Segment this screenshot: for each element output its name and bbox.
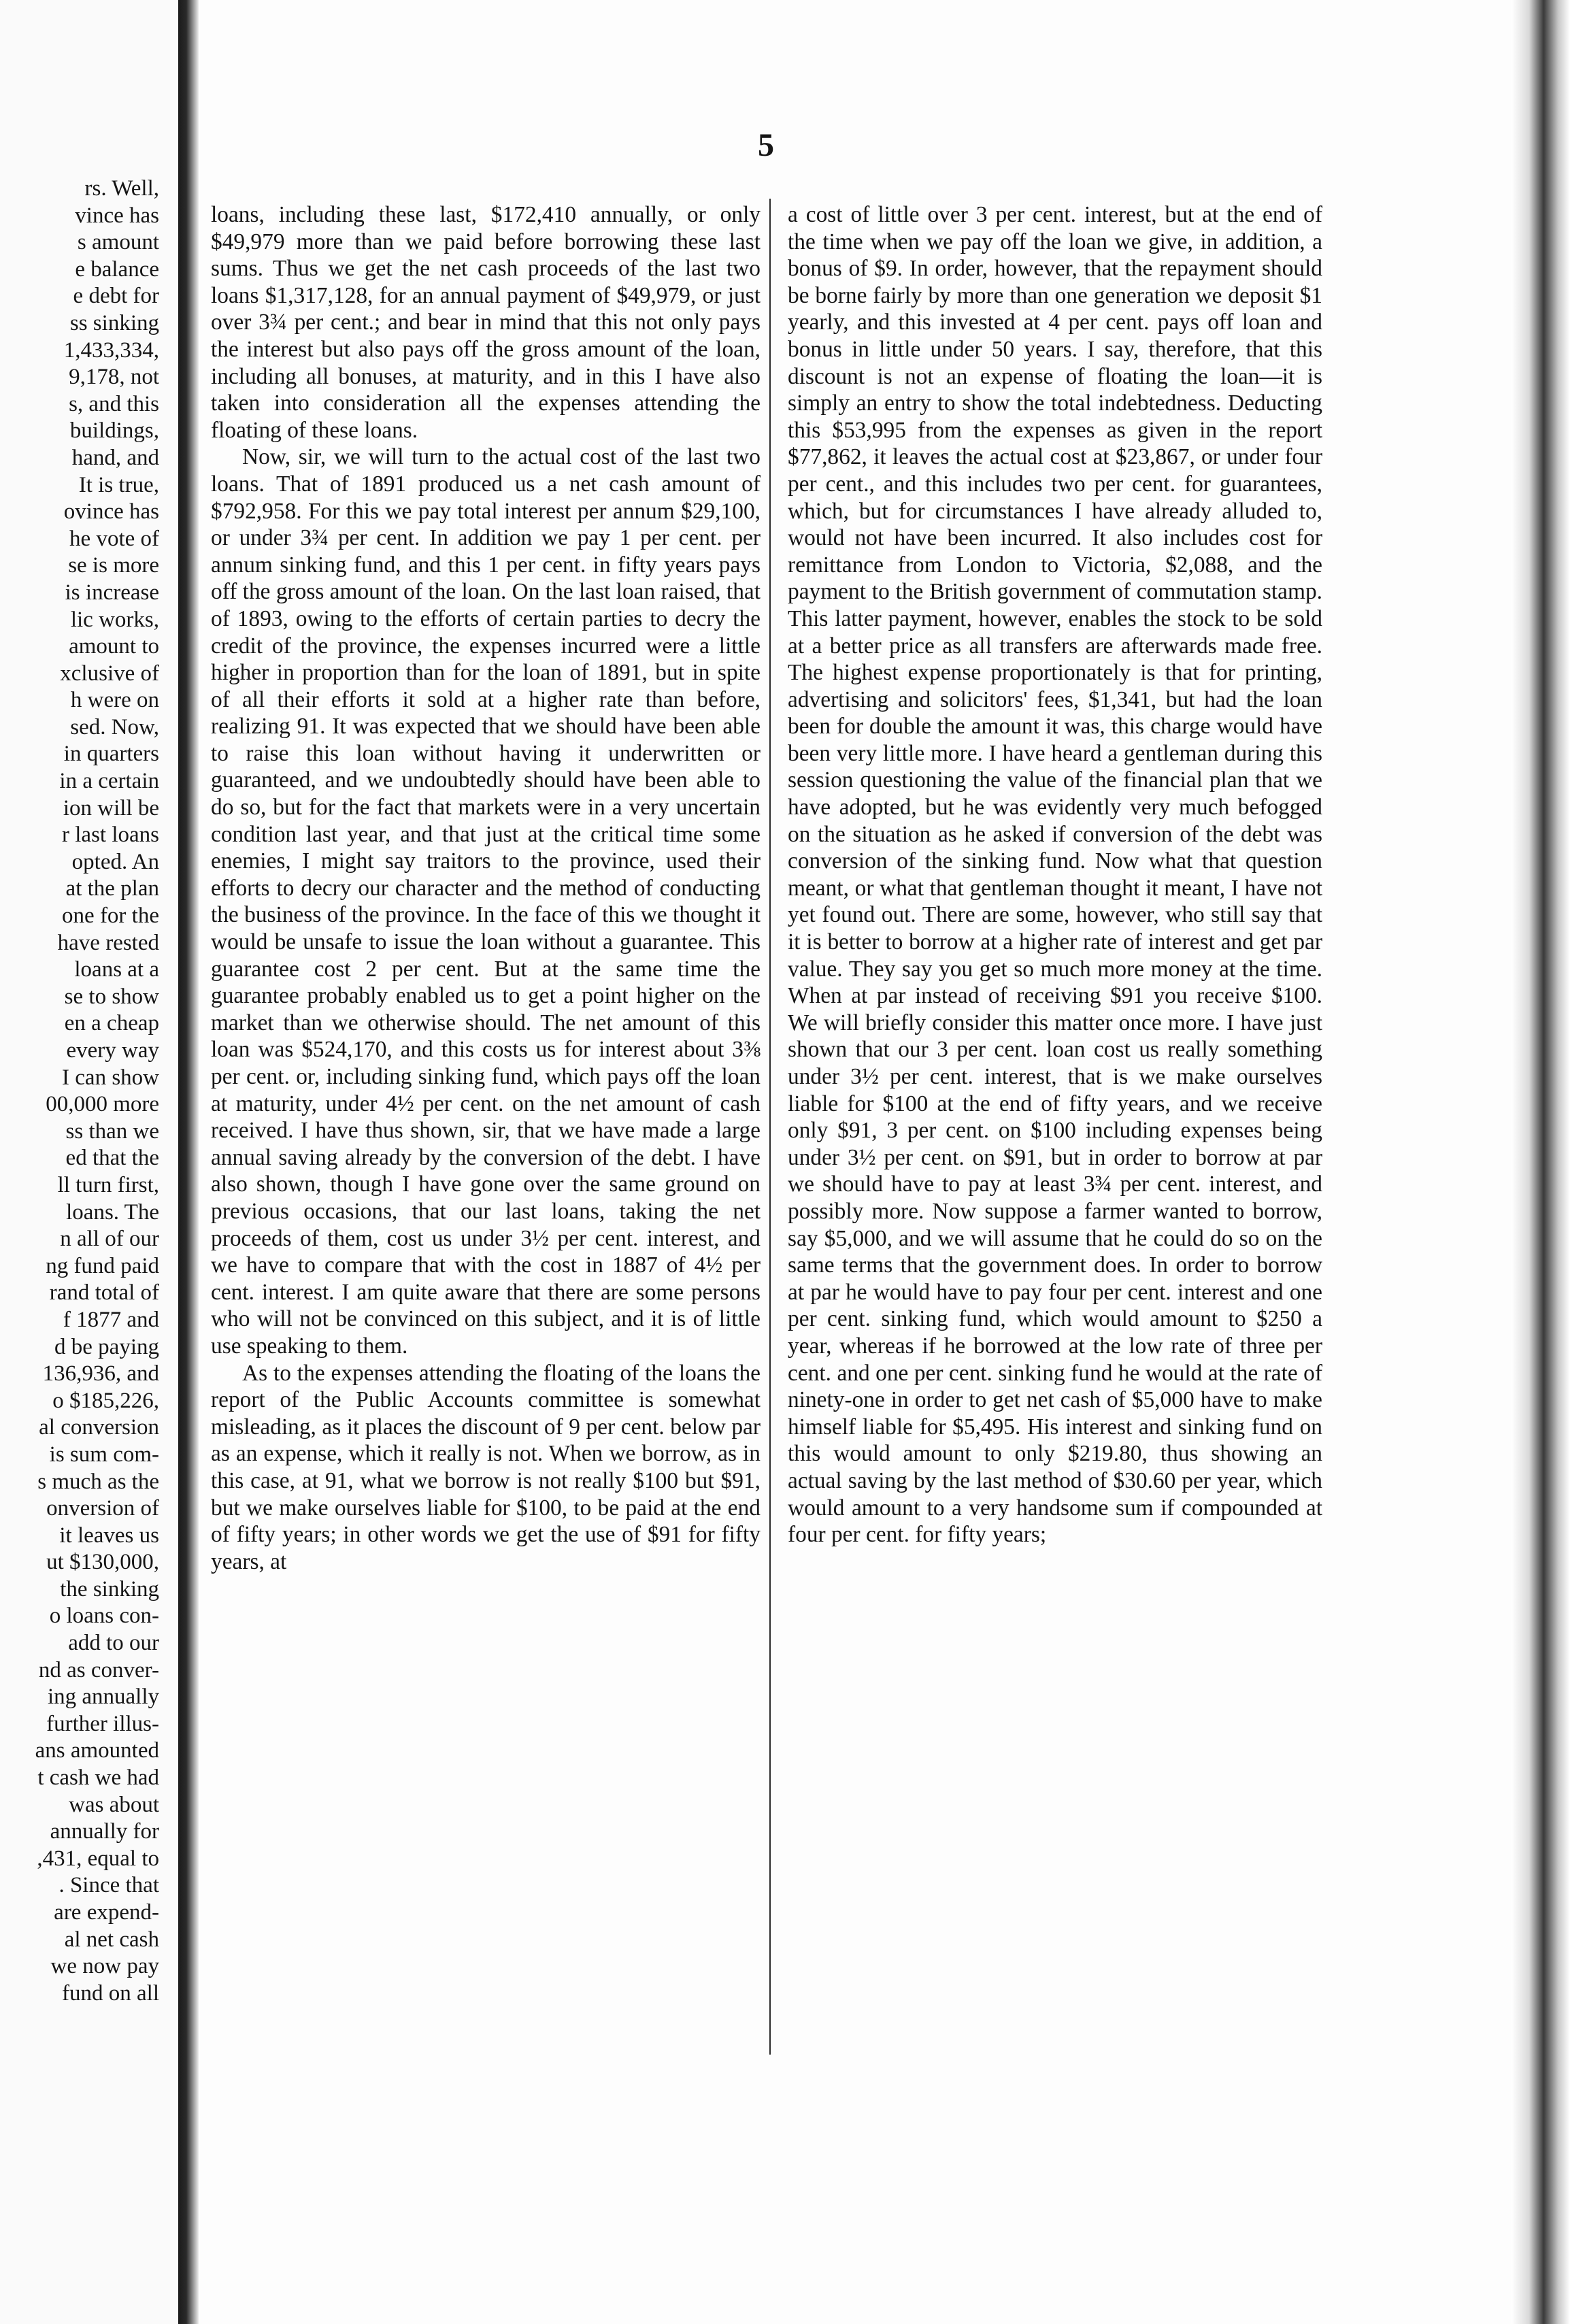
fragment-line: 9,178, not bbox=[69, 365, 159, 390]
book-gutter bbox=[178, 0, 199, 2324]
fragment-line: the sinking bbox=[60, 1576, 159, 1601]
fragment-line: se to show bbox=[64, 984, 159, 1009]
text-column-left bbox=[211, 201, 761, 1575]
fragment-line: rand total of bbox=[49, 1280, 159, 1306]
fragment-line: o loans con- bbox=[49, 1604, 159, 1629]
fragment-line: add to our bbox=[68, 1631, 159, 1656]
fragment-line: vince has bbox=[75, 203, 159, 228]
fragment-line: in quarters bbox=[63, 742, 159, 767]
fragment-line: al net cash bbox=[64, 1927, 159, 1952]
fragment-line: buildings, bbox=[69, 418, 159, 444]
fragment-line: ovince has bbox=[63, 499, 159, 525]
fragment-line: s amount bbox=[77, 230, 159, 255]
fragment-line: are expend- bbox=[54, 1900, 159, 1925]
fragment-line: we now pay bbox=[50, 1954, 159, 1979]
fragment-line: se is more bbox=[68, 553, 159, 578]
fragment-line: al conversion bbox=[39, 1415, 159, 1440]
fragment-line: annually for bbox=[50, 1819, 159, 1844]
paragraph: a cost of little over 3 per cent. interest, but at the end of the time when we pay off the loan we give, in addition, a bonus of $9. In order, however, that the repayment should be borne fairly by more than one generation we deposit $1 yearly, and this invested at 4 per cent. pays off loan and bonus in little under 50 years. I say, therefore, that this discount is not an expense of floating the loan—it is simply an entry to show the total indebtedness. Deducting this $53,995 from the expenses as given in the report $77,862, it leaves the actual cost at $23,867, or under four per cent., and this includes two per cent. for guarantees, which, but for circumstances I have already alluded to, would not have been incurred. It also includes cost for remittance from London to Victoria, $2,088, and the payment to the British government of commutation stamp. This latter payment, however, enables the stock to be sold at a better price as all transfers are afterwards made free. The highest expense proportionately is that for printing, advertising and solicitors' fees, $1,341, but had the loan been for double the amount it was, this charge would have been very little more. I have heard a gentleman during this session questioning the value of the financial plan that we have adopted, but he was evidently very much befogged on the situation as he asked if conversion of the debt was conversion of the sinking fund. Now what that question meant, or what that gentleman thought it meant, I have not yet found out. There are some, however, who still say that it is better to borrow at a higher rate of interest and get par value. They say you get so much more money at the time. When at par instead of receiving $91 you receive $100. We will briefly consider this matter once more. I have just shown that our 3 per cent. loan cost us really something under 3½ per cent. interest, that is we make ourselves liable for $100 at the end of fifty years, and we receive only $91, 3 per cent. on $100 including expenses being under 3½ per cent. on $91, but in order to borrow at par we should have to pay at least 3¾ per cent. interest, and possibly more. Now suppose a farmer wanted to borrow, say $5,000, and we will assume that he could do so on the same terms that the government does. In order to borrow at par he would have to pay four per cent. interest and one per cent. sinking fund, which would amount to $250 a year, whereas if he borrowed at the low rate of three per cent. and one per cent. sinking fund he would at the rate of ninety-one in order to get net cash of $5,000 have to make himself liable for $5,495. His interest and sinking fund on this would amount to only $219.80, thus showing an actual saving by the last method of $30.60 per year, which would amount to a very handsome sum if compounded at four per cent. for fifty years; bbox=[788, 202, 1322, 1548]
fragment-line: ans amounted bbox=[35, 1738, 159, 1763]
fragment-line: ll turn first, bbox=[57, 1172, 159, 1197]
fragment-line: d be paying bbox=[54, 1334, 159, 1359]
fragment-line: ng fund paid bbox=[46, 1253, 159, 1278]
fragment-line: at the plan bbox=[65, 876, 159, 901]
fragment-line: is sum com- bbox=[49, 1442, 159, 1467]
fragment-line: n all of our bbox=[60, 1227, 159, 1252]
fragment-line: rs. Well, bbox=[84, 176, 159, 201]
fragment-line: 00,000 more bbox=[46, 1092, 159, 1117]
fragment-line: was about bbox=[69, 1792, 159, 1817]
fragment-line: ut $130,000, bbox=[46, 1550, 159, 1575]
paragraph: Now, sir, we will turn to the actual cost of the last two loans. That of 1891 produced us a net cash amount of $792,958. For this we pay total interest per annum $29,100, or under 3¾ per cent. In addition we pay 1 per cent. per annum sinking fund, and this 1 per cent. in fifty years pays off the gross amount of the loan. On the last loan raised, that of 1893, owing to the efforts of certain parties to decry the credit of the province, the expenses incurred were a little higher in proportion than for the loan of 1891, but in spite of all their efforts it sold at a higher rate than before, realizing 91. It was expected that we should have been able to raise this loan without having it underwritten or guaranteed, and we undoubtedly should have been able to do so, but for the fact that markets were in a very uncertain condition last year, and that just at the critical time some enemies, I might say traitors to the province, used their efforts to decry our character and the method of conducting the business of the province. In the face of this we thought it would be unsafe to issue the loan without a guarantee. This guarantee cost 2 per cent. But at the same time the guarantee probably enabled us to get a point higher on the market than we otherwise should. The net amount of this loan was $524,170, and this costs us for interest about 3⅜ per cent. or, including sinking fund, which pays off the loan at maturity, under 4½ per cent. on the net amount of cash received. I have thus shown, sir, that we have made a large annual saving already by the conversion of the debt. I have also shown, though I have gone over the same ground on previous occasions, that our last loans, taking the net proceeds of them, cost us under 3½ per cent. interest, and we have to compare that with the cost in 1887 of 4½ per cent. interest. I am quite aware that there are some persons who will not be convinced on this subject, and it is of little use speaking to them. bbox=[211, 444, 761, 1359]
fragment-line: it leaves us bbox=[59, 1523, 159, 1548]
fragment-line: one for the bbox=[62, 903, 159, 929]
fragment-line: It is true, bbox=[78, 472, 159, 497]
fragment-line: e balance bbox=[75, 256, 159, 282]
fragment-line: have rested bbox=[57, 930, 159, 955]
text-column-right bbox=[788, 201, 1322, 1548]
fragment-line: nd as conver- bbox=[38, 1657, 159, 1682]
fragment-line: s, and this bbox=[69, 391, 159, 416]
fragment-line: f 1877 and bbox=[63, 1307, 159, 1332]
fragment-line: ed that the bbox=[65, 1146, 159, 1171]
previous-page-fragment bbox=[0, 0, 178, 2324]
previous-page-column bbox=[0, 176, 159, 2007]
fragment-line: o $185,226, bbox=[52, 1388, 159, 1413]
fragment-line: lic works, bbox=[70, 607, 159, 632]
paragraph: As to the expenses attending the floating of the loans the report of the Public Accounts committee is somewhat misleading, as it places the discount of 9 per cent. below par as an expense, which it really is not. When we borrow, as in this case, at 91, what we borrow is not really $100 but $91, but we make ourselves liable for $100, to be paid at the end of fifty years; in other words we get the use of $91 for fifty years, at bbox=[211, 1360, 761, 1574]
fragment-line: ing annually bbox=[47, 1684, 159, 1710]
fragment-line: sed. Now, bbox=[70, 714, 159, 740]
fragment-line: fund on all bbox=[62, 1980, 159, 2006]
fragment-line: en a cheap bbox=[64, 1011, 159, 1036]
fragment-line: s much as the bbox=[37, 1469, 159, 1494]
page-edge bbox=[1511, 0, 1570, 2324]
fragment-line: he vote of bbox=[69, 526, 159, 551]
fragment-line: e debt for bbox=[73, 284, 159, 309]
paragraph: loans, including these last, $172,410 annually, or only $49,979 more than we paid before borrowing these last sums. Thus we get the net cash proceeds of the last two loans $1,317,128, for an annual payment of $49,979, or just over 3¾ per cent.; and bear in mind that this not only pays the interest but also pays off the gross amount of the loan, including all bonuses, at maturity, and in this I have also taken into consideration all the expenses attending the floating of these loans. bbox=[211, 202, 761, 443]
fragment-line: ss than we bbox=[65, 1118, 159, 1144]
fragment-line: r last loans bbox=[62, 823, 159, 848]
fragment-line: h were on bbox=[70, 688, 159, 713]
page-number: 5 bbox=[758, 127, 774, 163]
fragment-line: in a certain bbox=[59, 769, 159, 794]
column-divider bbox=[769, 199, 771, 2055]
fragment-line: amount to bbox=[69, 634, 159, 659]
fragment-line: every way bbox=[66, 1038, 159, 1063]
fragment-line: is increase bbox=[65, 580, 159, 605]
fragment-line: 1,433,334, bbox=[63, 337, 159, 363]
fragment-line: onversion of bbox=[46, 1496, 159, 1521]
fragment-line: xclusive of bbox=[60, 661, 159, 686]
fragment-line: ion will be bbox=[63, 795, 159, 820]
fragment-line: t cash we had bbox=[37, 1765, 159, 1791]
fragment-line: further illus- bbox=[46, 1711, 159, 1736]
fragment-line: ss sinking bbox=[69, 310, 159, 335]
fragment-line: loans. The bbox=[66, 1199, 159, 1225]
fragment-line: I can show bbox=[62, 1065, 159, 1090]
fragment-line: ,431, equal to bbox=[37, 1846, 159, 1871]
fragment-line: loans at a bbox=[74, 957, 159, 982]
fragment-line: hand, and bbox=[71, 445, 159, 470]
fragment-line: . Since that bbox=[59, 1873, 159, 1898]
fragment-line: 136,936, and bbox=[42, 1361, 159, 1387]
fragment-line: opted. An bbox=[71, 849, 159, 874]
